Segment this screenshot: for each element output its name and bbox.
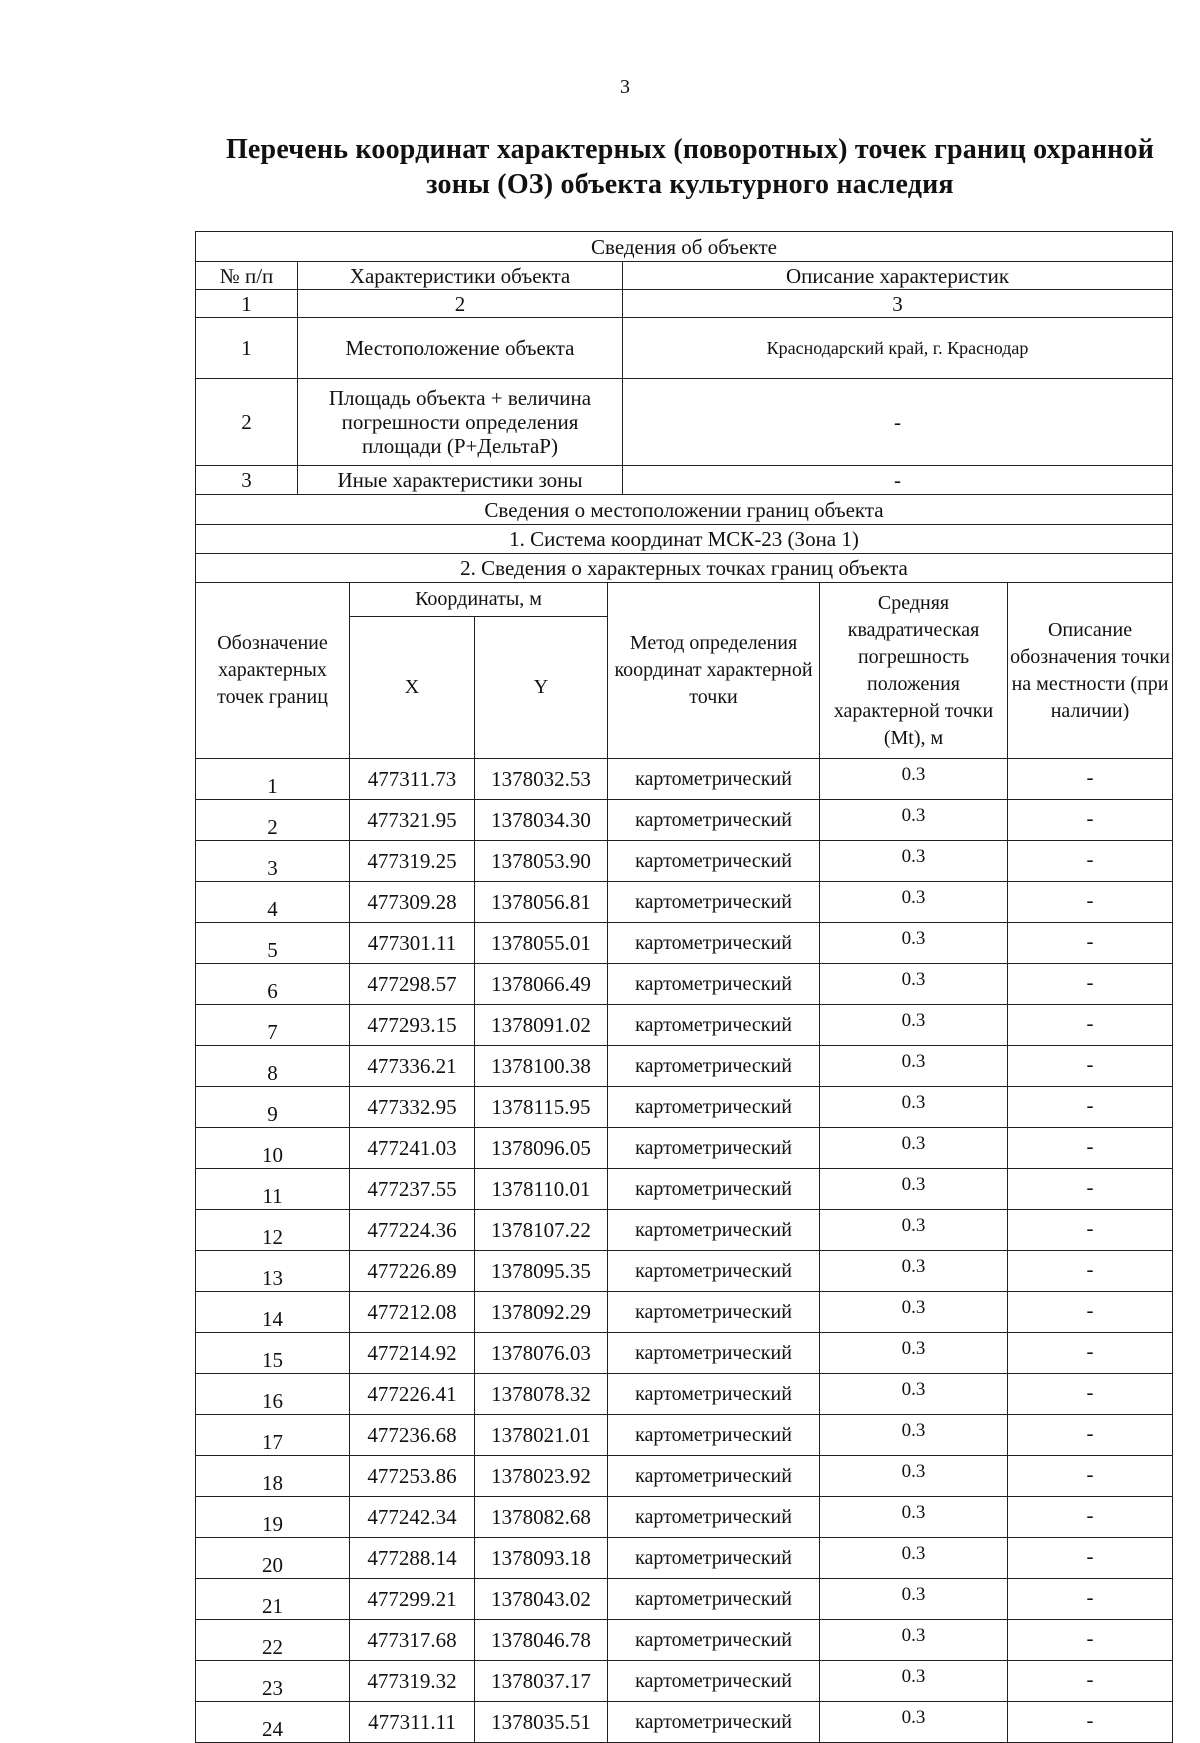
method: картометрический	[608, 1292, 820, 1333]
coord-x: 477311.11	[350, 1702, 475, 1743]
info-row-num: 3	[196, 466, 298, 495]
col-error-header: Средняя квадратическая погрешность положения характерной точки (Mt), м	[820, 583, 1008, 759]
coord-y: 1378037.17	[475, 1661, 608, 1702]
mean-error: 0.3	[820, 1661, 1008, 1702]
mean-error: 0.3	[820, 1087, 1008, 1128]
point-number: 23	[196, 1661, 350, 1702]
coord-x: 477309.28	[350, 882, 475, 923]
point-description: -	[1008, 800, 1173, 841]
method: картометрический	[608, 1415, 820, 1456]
point-description: -	[1008, 1292, 1173, 1333]
col-index-2: 2	[298, 290, 623, 318]
title-line-2: зоны (ОЗ) объекта культурного наследия	[426, 169, 954, 200]
coord-y: 1378056.81	[475, 882, 608, 923]
coord-x: 477332.95	[350, 1087, 475, 1128]
point-description: -	[1008, 1251, 1173, 1292]
coord-y: 1378107.22	[475, 1210, 608, 1251]
coord-x: 477237.55	[350, 1169, 475, 1210]
point-number: 24	[196, 1702, 350, 1743]
object-info-table	[195, 231, 1173, 583]
info-row-num: 1	[196, 318, 298, 379]
coord-x: 477253.86	[350, 1456, 475, 1497]
point-description: -	[1008, 1456, 1173, 1497]
coord-y: 1378078.32	[475, 1374, 608, 1415]
coordinate-system: 1. Система координат МСК-23 (Зона 1)	[196, 525, 1173, 554]
coord-y: 1378066.49	[475, 964, 608, 1005]
point-number: 6	[196, 964, 350, 1005]
point-description: -	[1008, 1087, 1173, 1128]
mean-error: 0.3	[820, 1210, 1008, 1251]
point-description: -	[1008, 1210, 1173, 1251]
point-description: -	[1008, 1128, 1173, 1169]
col-method-header: Метод определения координат характерной точки	[608, 583, 820, 759]
table-row	[196, 1292, 1173, 1333]
coord-x: 477288.14	[350, 1538, 475, 1579]
method: картометрический	[608, 1251, 820, 1292]
table-row	[196, 1169, 1173, 1210]
table-row	[196, 800, 1173, 841]
point-number: 2	[196, 800, 350, 841]
col-description-header: Описание характеристик	[623, 262, 1173, 290]
coord-y: 1378095.35	[475, 1251, 608, 1292]
point-number: 8	[196, 1046, 350, 1087]
mean-error: 0.3	[820, 964, 1008, 1005]
object-info-header: Сведения об объекте	[196, 232, 1173, 262]
info-row-num: 2	[196, 379, 298, 466]
col-y-header: Y	[475, 617, 608, 759]
point-description: -	[1008, 759, 1173, 800]
coord-y: 1378023.92	[475, 1456, 608, 1497]
table-row	[196, 759, 1173, 800]
point-number: 12	[196, 1210, 350, 1251]
coord-x: 477241.03	[350, 1128, 475, 1169]
info-row-characteristic: Площадь объекта + величина погрешности определения площади (Р+ДельтаР)	[298, 379, 623, 466]
method: картометрический	[608, 800, 820, 841]
document-title	[200, 132, 1180, 202]
coord-y: 1378021.01	[475, 1415, 608, 1456]
method: картометрический	[608, 1005, 820, 1046]
table-row	[196, 1702, 1173, 1743]
col-characteristics-header: Характеристики объекта	[298, 262, 623, 290]
table-row	[196, 1620, 1173, 1661]
point-number: 18	[196, 1456, 350, 1497]
coord-x: 477226.41	[350, 1374, 475, 1415]
point-description: -	[1008, 1415, 1173, 1456]
mean-error: 0.3	[820, 841, 1008, 882]
table-row	[196, 1128, 1173, 1169]
mean-error: 0.3	[820, 882, 1008, 923]
title-line-1: Перечень координат характерных (поворотных) точек границ охранной	[225, 134, 1155, 165]
coord-x: 477299.21	[350, 1579, 475, 1620]
mean-error: 0.3	[820, 923, 1008, 964]
mean-error: 0.3	[820, 1415, 1008, 1456]
table-row	[196, 923, 1173, 964]
table-row	[196, 1579, 1173, 1620]
coord-y: 1378046.78	[475, 1620, 608, 1661]
coord-x: 477317.68	[350, 1620, 475, 1661]
method: картометрический	[608, 1579, 820, 1620]
method: картометрический	[608, 1456, 820, 1497]
mean-error: 0.3	[820, 1251, 1008, 1292]
coord-x: 477226.89	[350, 1251, 475, 1292]
table-row	[196, 1415, 1173, 1456]
coord-y: 1378093.18	[475, 1538, 608, 1579]
points-section-header: 2. Сведения о характерных точках границ объекта	[196, 554, 1173, 583]
table-row	[196, 1374, 1173, 1415]
mean-error: 0.3	[820, 1579, 1008, 1620]
point-number: 22	[196, 1620, 350, 1661]
col-x-header: X	[350, 617, 475, 759]
point-description: -	[1008, 1497, 1173, 1538]
point-number: 11	[196, 1169, 350, 1210]
point-number: 10	[196, 1128, 350, 1169]
method: картометрический	[608, 1497, 820, 1538]
mean-error: 0.3	[820, 800, 1008, 841]
coord-x: 477242.34	[350, 1497, 475, 1538]
mean-error: 0.3	[820, 1292, 1008, 1333]
table-row	[196, 882, 1173, 923]
coord-x: 477319.25	[350, 841, 475, 882]
point-description: -	[1008, 1620, 1173, 1661]
table-row	[196, 1333, 1173, 1374]
table-row	[196, 1087, 1173, 1128]
method: картометрический	[608, 1128, 820, 1169]
table-row	[196, 1046, 1173, 1087]
col-index-1: 1	[196, 290, 298, 318]
mean-error: 0.3	[820, 1702, 1008, 1743]
point-description: -	[1008, 1579, 1173, 1620]
point-number: 20	[196, 1538, 350, 1579]
table-row	[196, 1538, 1173, 1579]
point-description: -	[1008, 923, 1173, 964]
method: картометрический	[608, 964, 820, 1005]
mean-error: 0.3	[820, 1620, 1008, 1661]
point-number: 4	[196, 882, 350, 923]
point-number: 16	[196, 1374, 350, 1415]
col-index-3: 3	[623, 290, 1173, 318]
table-row	[196, 1005, 1173, 1046]
info-row-characteristic: Иные характеристики зоны	[298, 466, 623, 495]
method: картометрический	[608, 759, 820, 800]
point-number: 14	[196, 1292, 350, 1333]
coord-y: 1378076.03	[475, 1333, 608, 1374]
coord-y: 1378110.01	[475, 1169, 608, 1210]
table-row	[196, 1251, 1173, 1292]
coord-x: 477224.36	[350, 1210, 475, 1251]
method: картометрический	[608, 1702, 820, 1743]
mean-error: 0.3	[820, 1497, 1008, 1538]
mean-error: 0.3	[820, 1005, 1008, 1046]
method: картометрический	[608, 1333, 820, 1374]
point-number: 17	[196, 1415, 350, 1456]
point-number: 5	[196, 923, 350, 964]
coord-x: 477214.92	[350, 1333, 475, 1374]
method: картометрический	[608, 1374, 820, 1415]
coord-y: 1378035.51	[475, 1702, 608, 1743]
coord-y: 1378043.02	[475, 1579, 608, 1620]
point-number: 15	[196, 1333, 350, 1374]
table-row	[196, 1210, 1173, 1251]
table-row	[196, 1661, 1173, 1702]
point-description: -	[1008, 1374, 1173, 1415]
method: картометрический	[608, 923, 820, 964]
table-row	[196, 841, 1173, 882]
method: картометрический	[608, 1661, 820, 1702]
point-description: -	[1008, 1702, 1173, 1743]
coord-y: 1378053.90	[475, 841, 608, 882]
coord-y: 1378055.01	[475, 923, 608, 964]
point-number: 9	[196, 1087, 350, 1128]
point-number: 13	[196, 1251, 350, 1292]
point-description: -	[1008, 1333, 1173, 1374]
point-number: 19	[196, 1497, 350, 1538]
method: картометрический	[608, 882, 820, 923]
method: картометрический	[608, 1169, 820, 1210]
coord-x: 477212.08	[350, 1292, 475, 1333]
coord-x: 477293.15	[350, 1005, 475, 1046]
coord-x: 477321.95	[350, 800, 475, 841]
coord-y: 1378100.38	[475, 1046, 608, 1087]
point-description: -	[1008, 841, 1173, 882]
method: картометрический	[608, 1538, 820, 1579]
method: картометрический	[608, 1210, 820, 1251]
point-description: -	[1008, 1538, 1173, 1579]
coord-y: 1378032.53	[475, 759, 608, 800]
point-number: 1	[196, 759, 350, 800]
info-row-description: -	[623, 379, 1173, 466]
coord-x: 477311.73	[350, 759, 475, 800]
point-description: -	[1008, 882, 1173, 923]
point-number: 3	[196, 841, 350, 882]
mean-error: 0.3	[820, 1456, 1008, 1497]
method: картометрический	[608, 841, 820, 882]
table-row	[196, 964, 1173, 1005]
coord-x: 477298.57	[350, 964, 475, 1005]
mean-error: 0.3	[820, 1538, 1008, 1579]
mean-error: 0.3	[820, 759, 1008, 800]
mean-error: 0.3	[820, 1169, 1008, 1210]
info-row-description: -	[623, 466, 1173, 495]
point-description: -	[1008, 964, 1173, 1005]
mean-error: 0.3	[820, 1046, 1008, 1087]
coord-y: 1378034.30	[475, 800, 608, 841]
col-coordinates-header: Координаты, м	[350, 583, 608, 617]
point-number: 21	[196, 1579, 350, 1620]
coord-x: 477319.32	[350, 1661, 475, 1702]
coord-x: 477236.68	[350, 1415, 475, 1456]
method: картометрический	[608, 1046, 820, 1087]
page-number: 3	[620, 76, 630, 98]
coord-y: 1378115.95	[475, 1087, 608, 1128]
point-description: -	[1008, 1169, 1173, 1210]
col-designation-header: Обозначение характерных точек границ	[196, 583, 350, 759]
point-description: -	[1008, 1005, 1173, 1046]
mean-error: 0.3	[820, 1333, 1008, 1374]
location-section-header: Сведения о местоположении границ объекта	[196, 495, 1173, 525]
method: картометрический	[608, 1087, 820, 1128]
method: картометрический	[608, 1620, 820, 1661]
table-row	[196, 1497, 1173, 1538]
boundary-points-table	[195, 582, 1173, 1743]
info-row-characteristic: Местоположение объекта	[298, 318, 623, 379]
coord-x: 477336.21	[350, 1046, 475, 1087]
point-description: -	[1008, 1661, 1173, 1702]
coord-y: 1378082.68	[475, 1497, 608, 1538]
coord-y: 1378091.02	[475, 1005, 608, 1046]
coord-y: 1378092.29	[475, 1292, 608, 1333]
table-row	[196, 1456, 1173, 1497]
mean-error: 0.3	[820, 1374, 1008, 1415]
mean-error: 0.3	[820, 1128, 1008, 1169]
coord-x: 477301.11	[350, 923, 475, 964]
point-number: 7	[196, 1005, 350, 1046]
col-description-header: Описание обозначения точки на местности (при наличии)	[1008, 583, 1173, 759]
col-num-header: № п/п	[196, 262, 298, 290]
point-description: -	[1008, 1046, 1173, 1087]
info-row-description: Краснодарский край, г. Краснодар	[623, 318, 1173, 379]
coord-y: 1378096.05	[475, 1128, 608, 1169]
